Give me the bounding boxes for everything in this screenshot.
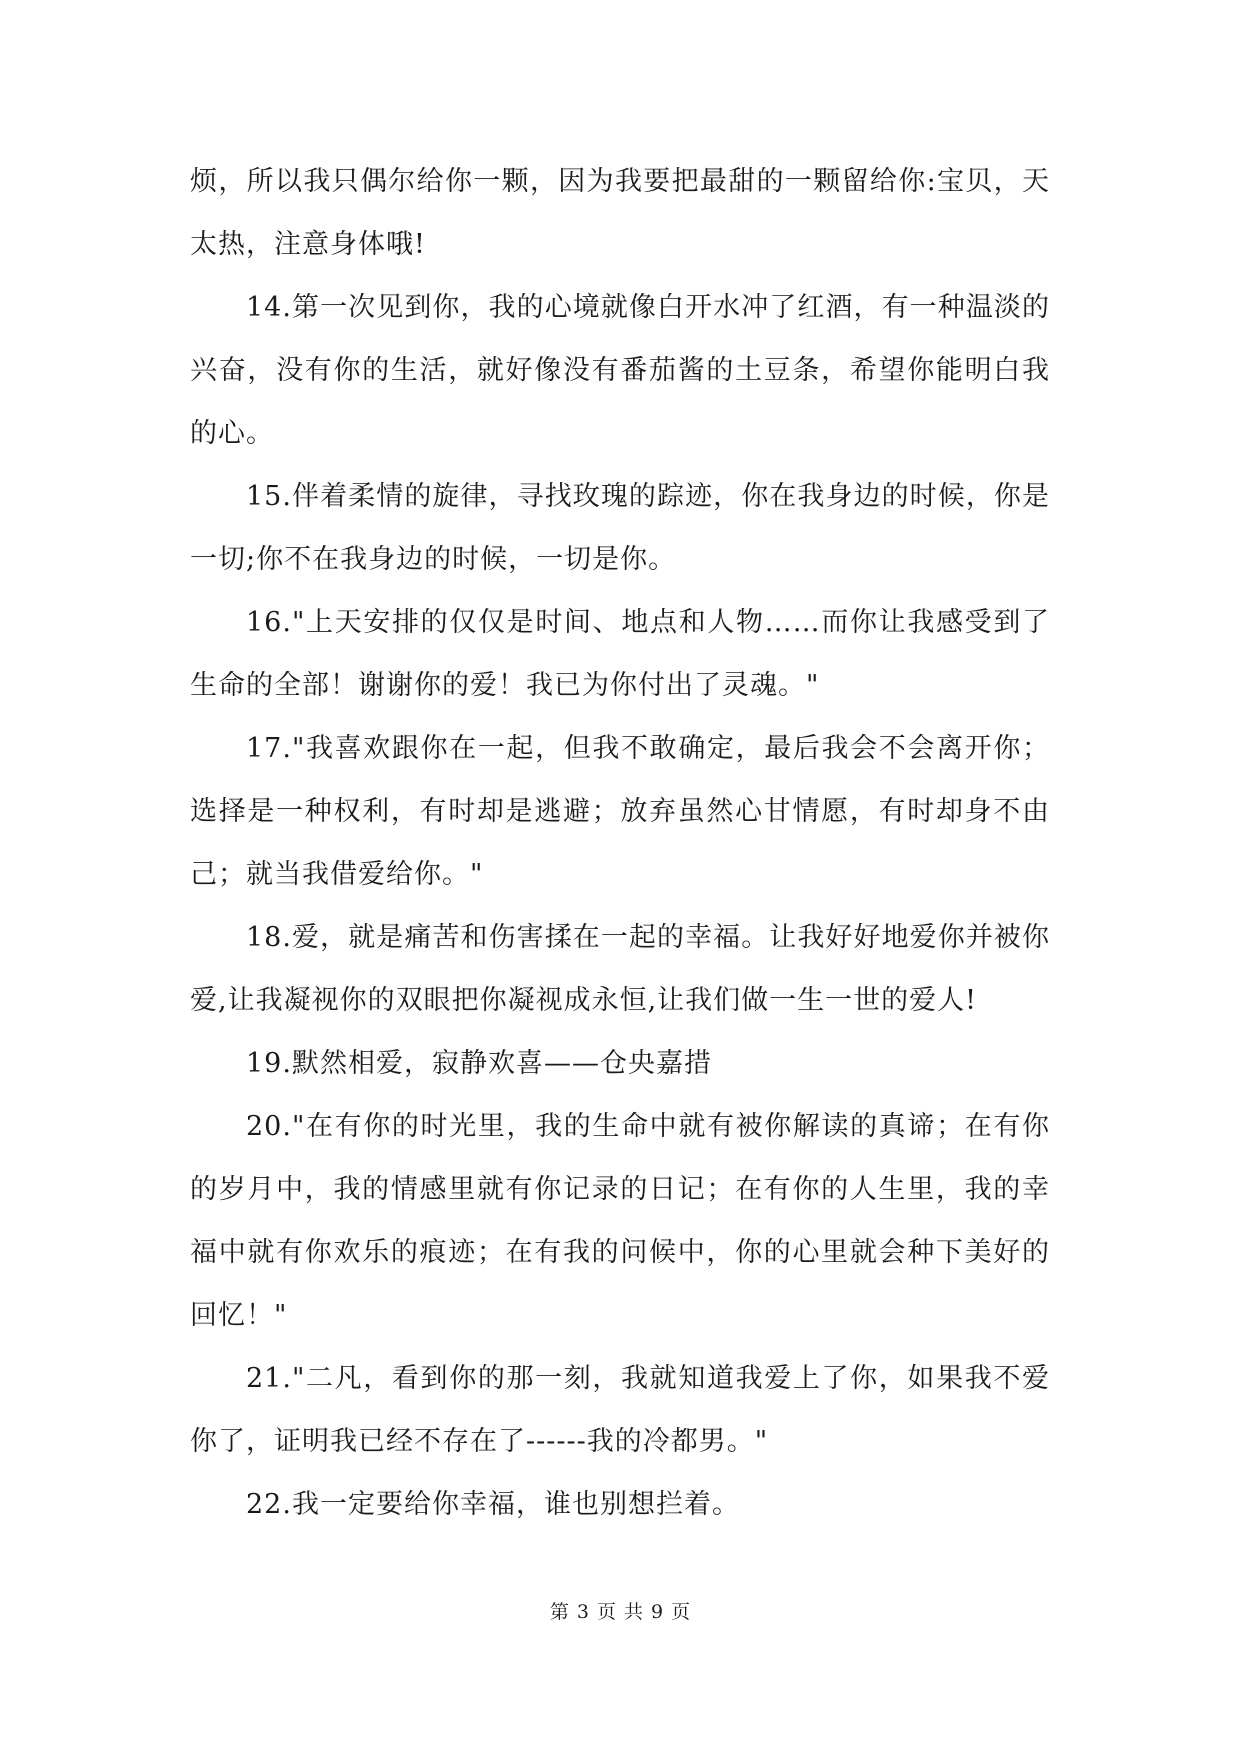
paragraph-item-16: 16."上天安排的仅仅是时间、地点和人物……而你让我感受到了生命的全部！谢谢你的爱！我已为你付出了灵魂。" — [190, 607, 1050, 701]
paragraph-item-19: 19.默然相爱，寂静欢喜——仓央嘉措 — [246, 1048, 712, 1079]
paragraph-item-22: 22.我一定要给你幸福，谁也别想拦着。 — [246, 1489, 740, 1520]
paragraph-item-15: 15.伴着柔情的旋律，寻找玫瑰的踪迹，你在我身边的时候，你是一切;你不在我身边的时候，一切是你。 — [190, 481, 1050, 575]
paragraph-item-17: 17."我喜欢跟你在一起，但我不敢确定，最后我会不会离开你；选择是一种权利，有时却是逃避；放弃虽然心甘情愿，有时却身不由己；就当我借爱给你。" — [190, 733, 1050, 890]
page-number-footer: 第 3 页 共 9 页 — [549, 1601, 692, 1623]
paragraph-item-18: 18.爱，就是痛苦和伤害揉在一起的幸福。让我好好地爱你并被你爱,让我凝视你的双眼把你凝视成永恒,让我们做一生一世的爱人! — [190, 922, 1050, 1016]
paragraph-item-21: 21."二凡，看到你的那一刻，我就知道我爱上了你，如果我不爱你了，证明我已经不存在了------我的冷都男。" — [190, 1363, 1050, 1457]
paragraph-item-14: 14.第一次见到你，我的心境就像白开水冲了红酒，有一种温淡的兴奋，没有你的生活，就好像没有番茄酱的土豆条，希望你能明白我的心。 — [190, 292, 1050, 449]
document-body — [190, 150, 1050, 1536]
paragraph-item-20: 20."在有你的时光里，我的生命中就有被你解读的真谛；在有你的岁月中，我的情感里就有你记录的日记；在有你的人生里，我的幸福中就有你欢乐的痕迹；在有我的问候中，你的心里就会种下美好的回忆！" — [190, 1111, 1050, 1331]
paragraph-continuation: 烦，所以我只偶尔给你一颗，因为我要把最甜的一颗留给你:宝贝，天太热，注意身体哦! — [190, 166, 1050, 260]
